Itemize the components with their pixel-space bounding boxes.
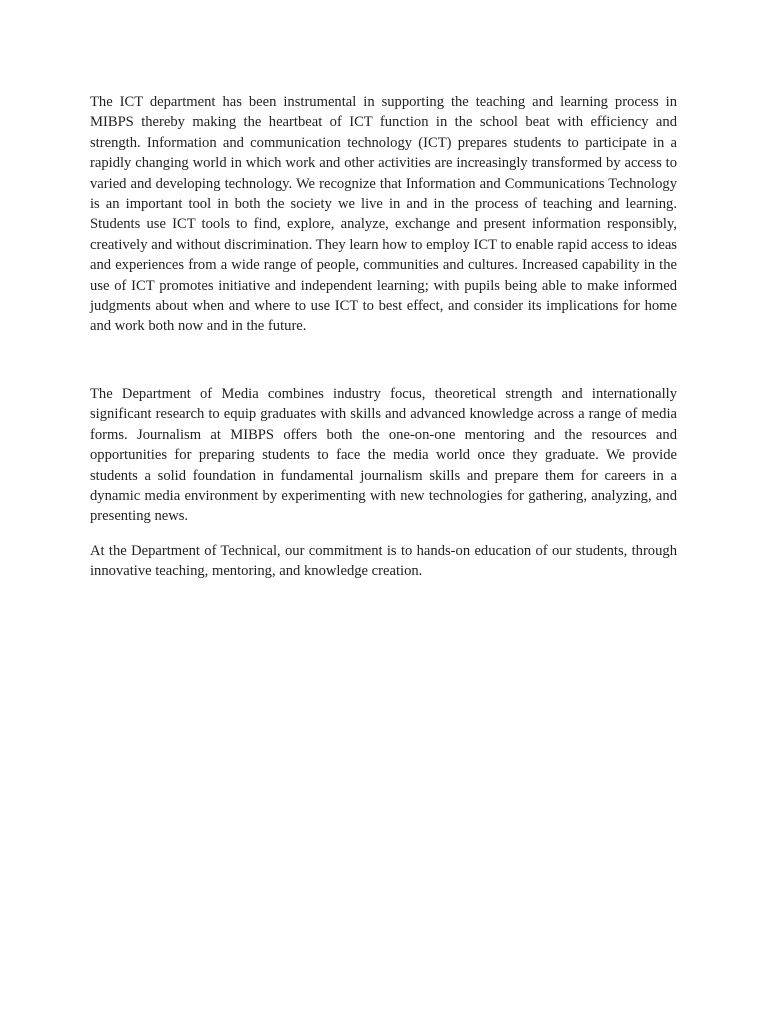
paragraph-ict-department: The ICT department has been instrumental in supporting the teaching and learning process in MIBPS thereby making the heartbeat of ICT function in the school beat with efficiency and strength. Information and communication technology (ICT) prepares students to participate in a rapidly changing world in which work and other activities are increasingly transformed by access to varied and developing technology. We recognize that Information and Communications Technology is an important tool in both the society we live in and in the process of teaching and learning. Students use ICT tools to find, explore, analyze, exchange and present information responsibly, creatively and without discrimination. They learn how to employ ICT to enable rapid access to ideas and experiences from a wide range of people, communities and cultures. Increased capability in the use of ICT promotes initiative and independent learning; with pupils being able to make informed judgments about when and where to use ICT to best effect, and consider its implications for home and work both now and in the future.: [90, 94, 677, 335]
paragraph-media-department: The Department of Media combines industry focus, theoretical strength and internationally significant research to equip graduates with skills and advanced knowledge across a range of media forms. Journalism at MIBPS offers both the one-on-one mentoring and the resources and opportunities for preparing students to face the media world once they graduate. We provide students a solid foundation in fundamental journalism skills and prepare them for careers in a dynamic media environment by experimenting with new technologies for gathering, analyzing, and presenting news.: [90, 386, 677, 525]
paragraph-technical-department: At the Department of Technical, our commitment is to hands-on education of our students, through innovative teaching, mentoring, and knowledge creation.: [90, 543, 677, 580]
